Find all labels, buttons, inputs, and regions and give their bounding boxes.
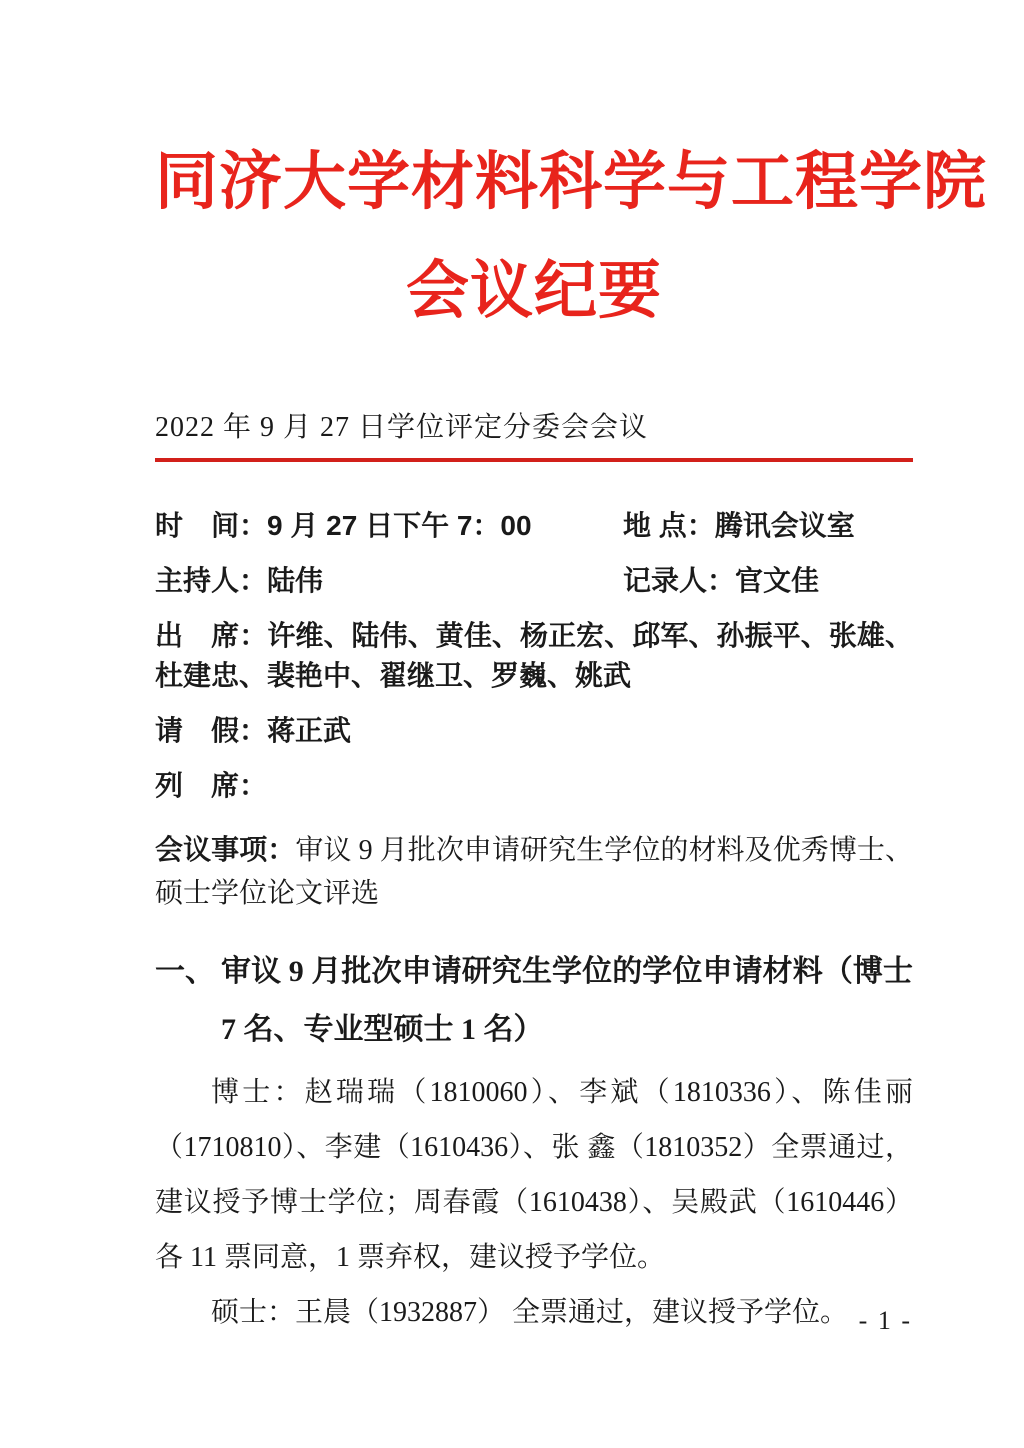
meta-place-label: 地 点：	[623, 510, 715, 542]
paragraph-doctoral-results: 博士：赵瑞瑞（1810060）、李斌（1810336）、陈佳丽（1710810）、李建（1610436）、张 鑫（1810352）全票通过，建议授予博士学位；周春霞（1610438）、吴殿武（1610446）各 11 票同意，1 票弃权，建议授予学位。	[155, 1077, 913, 1274]
meta-place	[623, 506, 913, 546]
meta-place-value: 腾讯会议室	[714, 510, 855, 542]
document-content	[155, 0, 987, 1340]
meta-row-time-place	[155, 506, 913, 546]
meta-row-host-recorder	[155, 561, 913, 601]
section-1-title: 审议 9 月批次申请研究生学位的学位申请材料（博士 7 名、专业型硕士 1 名）	[221, 955, 913, 1047]
red-divider-rule	[155, 458, 913, 462]
meta-attendees-value: 许维、陆伟、黄佳、杨正宏、邱军、孙振平、张雄、杜建忠、裴艳中、翟继卫、罗巍、姚武	[155, 620, 913, 692]
meeting-meta-block	[155, 506, 913, 806]
page-number: - 1 -	[858, 1306, 912, 1335]
meta-leave-value: 蒋正武	[267, 715, 352, 747]
agenda-line	[155, 828, 913, 915]
meta-recorder	[623, 561, 913, 601]
document-title-line2: 会议纪要	[406, 256, 662, 327]
meta-host	[155, 561, 623, 601]
document-title	[155, 147, 987, 327]
meta-time-label: 时 间：	[155, 510, 268, 542]
meta-recorder-label: 记录人：	[623, 565, 736, 597]
meta-leave	[155, 711, 913, 751]
meta-host-value: 陆伟	[267, 565, 324, 597]
meta-observers-label: 列 席：	[155, 770, 268, 802]
agenda-label: 会议事项：	[155, 834, 296, 866]
paragraph-master-results: 硕士：王晨（1932887） 全票通过，建议授予学位。	[211, 1297, 849, 1329]
meta-attendees	[155, 616, 913, 696]
meta-observers	[155, 766, 913, 806]
document-title-line1: 同济大学材料科学与工程学院	[155, 147, 987, 217]
meta-attendees-label: 出 席：	[155, 620, 268, 652]
section-1-heading	[155, 943, 913, 1059]
meta-host-label: 主持人：	[155, 565, 268, 597]
meta-leave-label: 请 假：	[155, 715, 268, 747]
meta-time-value: 9 月 27 日下午 7：00	[267, 510, 532, 542]
section-1-number: 一、	[155, 955, 215, 989]
agenda-text: 审议 9 月批次申请研究生学位的材料及优秀博士、硕士学位论文评选	[155, 835, 913, 910]
meta-recorder-value: 官文佳	[735, 565, 820, 597]
meeting-subtitle: 2022 年 9 月 27 日学位评定分委会会议	[155, 412, 649, 444]
meta-time	[155, 506, 623, 546]
